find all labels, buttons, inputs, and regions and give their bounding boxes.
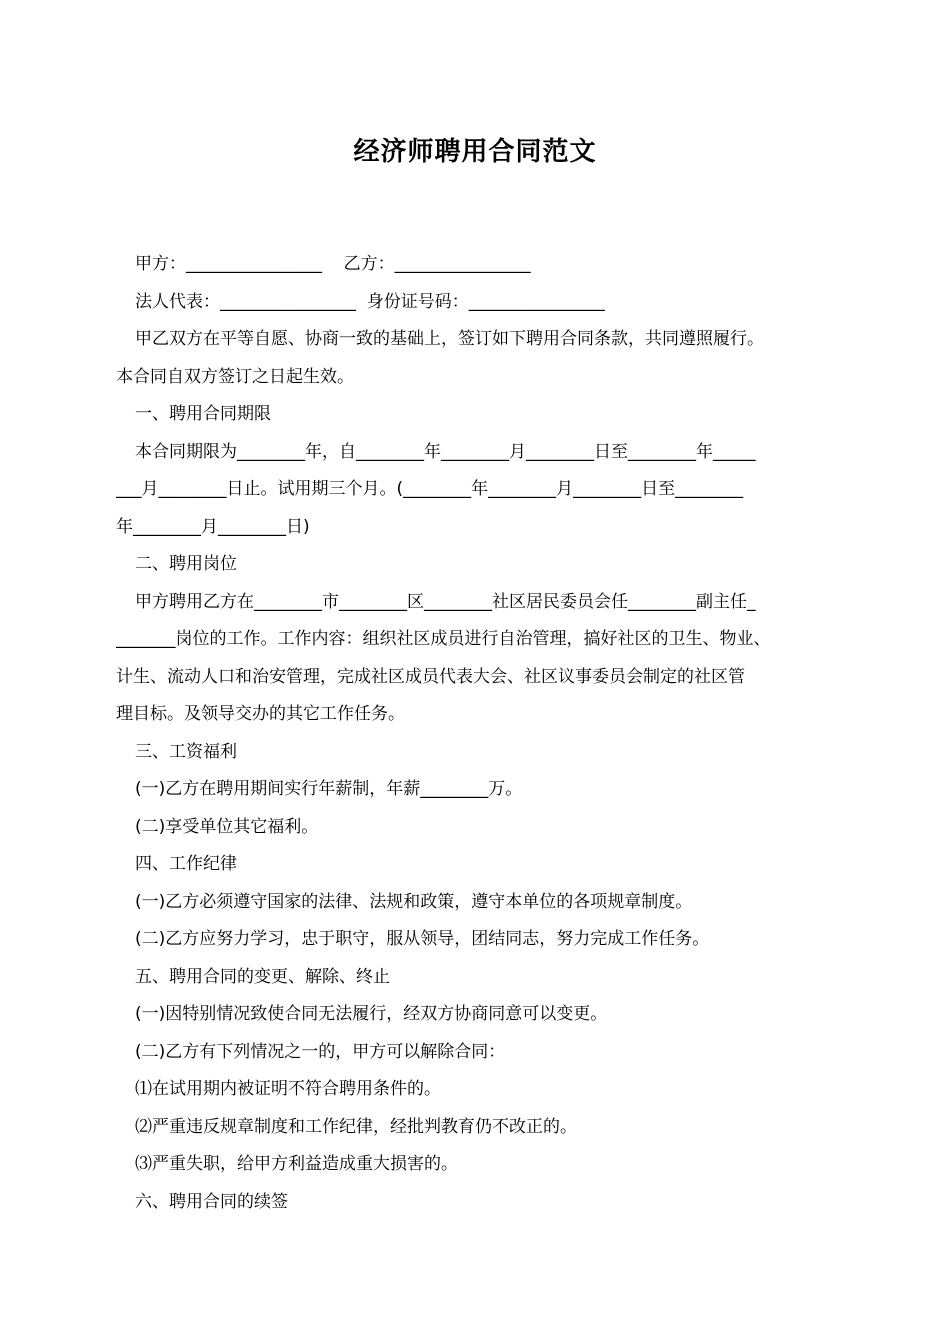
document-body (116, 246, 840, 1221)
party-line: 甲方：________________ 乙方：________________ (135, 254, 531, 274)
position-line-4: 理目标。及领导交办的其它工作任务。 (116, 704, 405, 724)
change-item-1: (一)因特别情况致使合同无法履行，经双方协商同意可以变更。 (135, 1004, 608, 1024)
term-line-2: ___月________日止。试用期三个月。(________年________月________日至________ (116, 479, 744, 499)
section-heading-4: 四、工作纪律 (135, 854, 237, 874)
document-title: 经济师聘用合同范文 (353, 137, 597, 167)
discipline-item-2: (二)乙方应努力学习，忠于职守，服从领导，团结同志，努力完成工作任务。 (135, 929, 710, 949)
termination-condition-3: ⑶严重失职，给甲方利益造成重大损害的。 (135, 1154, 458, 1174)
salary-item-2: (二)享受单位其它福利。 (135, 816, 319, 837)
preamble-continuation: 本合同自双方签订之日起生效。 (116, 366, 354, 387)
representative-line: 法人代表：________________ 身份证号码：________________ (135, 291, 605, 312)
term-line-1: 本合同期限为________年，自________年________月________日至________年_____ (135, 441, 756, 462)
section-heading-2: 二、聘用岗位 (135, 554, 237, 574)
position-line-2: _______岗位的工作。工作内容：组织社区成员进行自治管理，搞好社区的卫生、物业、 (116, 629, 771, 649)
position-line-1: 甲方聘用乙方在________市________区________社区居民委员会任________副主任_ (135, 591, 756, 612)
termination-condition-2: ⑵严重违反规章制度和工作纪律，经批判教育仍不改正的。 (135, 1116, 577, 1137)
section-heading-3: 三、工资福利 (135, 741, 237, 762)
section-heading-6: 六、聘用合同的续签 (135, 1191, 288, 1212)
change-item-2: (二)乙方有下列情况之一的，甲方可以解除合同： (135, 1041, 506, 1062)
section-heading-1: 一、聘用合同期限 (135, 404, 271, 424)
position-line-3: 计生、流动人口和治安管理，完成社区成员代表大会、社区议事委员会制定的社区管 (116, 666, 745, 687)
discipline-item-1: (一)乙方必须遵守国家的法律、法规和政策，遵守本单位的各项规章制度。 (135, 891, 693, 912)
preamble-line: 甲乙双方在平等自愿、协商一致的基础上，签订如下聘用合同条款，共同遵照履行。 (135, 329, 764, 349)
salary-item-1: (一)乙方在聘用期间实行年薪制，年薪________万。 (135, 779, 523, 799)
term-line-3: 年________月________日) (116, 516, 310, 537)
termination-condition-1: ⑴在试用期内被证明不符合聘用条件的。 (135, 1079, 441, 1099)
section-heading-5: 五、聘用合同的变更、解除、终止 (135, 966, 390, 987)
